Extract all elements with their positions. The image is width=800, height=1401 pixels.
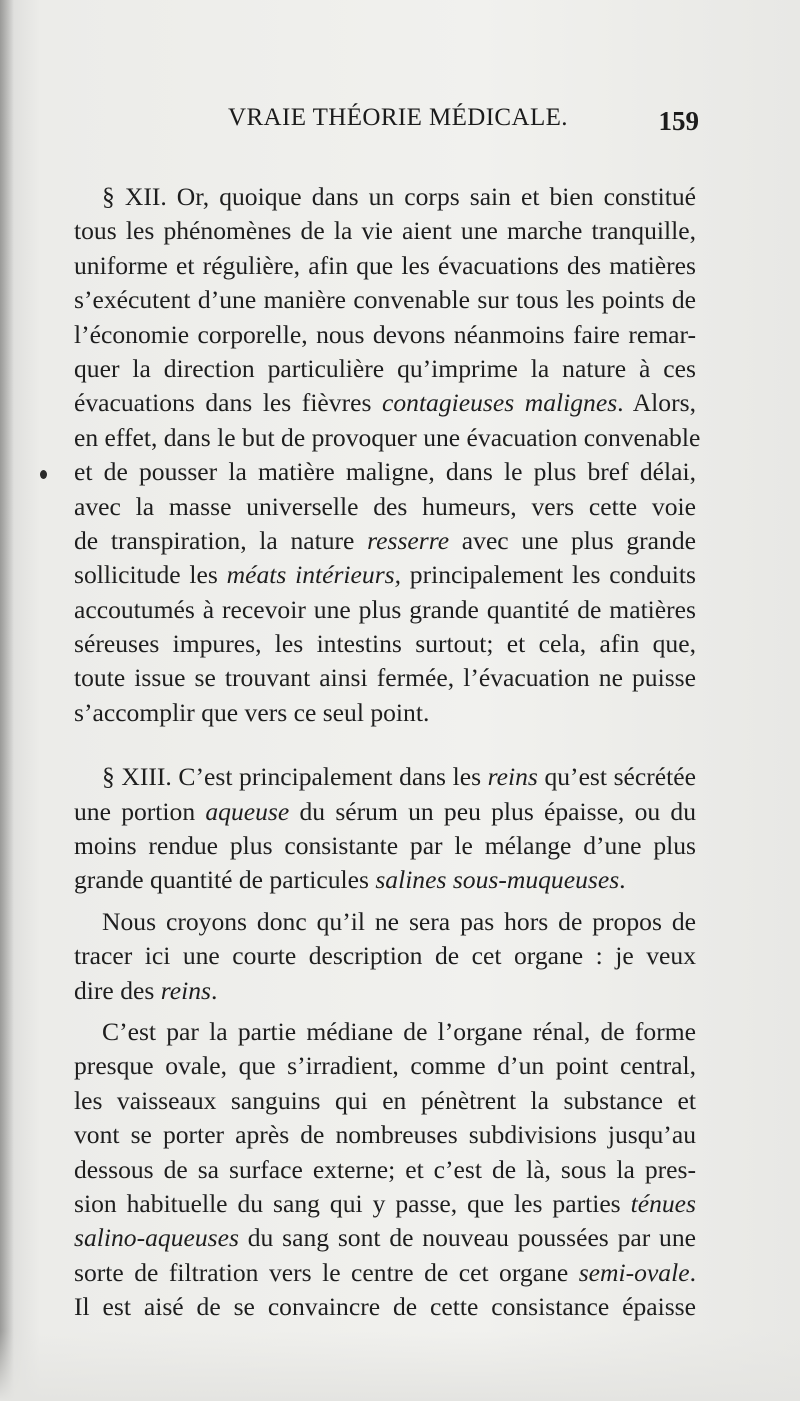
italic-term: semi-ovale: [578, 1257, 690, 1287]
text-line: [74, 386, 696, 420]
text-line: et de pousser la matière maligne, dans le plus bref délai,: [74, 457, 696, 487]
italic-term: reins: [160, 975, 211, 1005]
text-line: [74, 795, 696, 829]
text-run: principalement les conduits: [401, 560, 696, 590]
text-line: [74, 974, 696, 1008]
text-run: dire des: [74, 975, 161, 1005]
paragraph-xiii: [74, 760, 696, 898]
text-line: [74, 1256, 696, 1290]
text-line: [74, 863, 696, 897]
italic-term: ténues: [630, 1188, 696, 1218]
text-line: [74, 760, 696, 794]
text-run: sollicitude les: [74, 560, 227, 590]
text-run: du sang sont de nouveau poussées par une: [238, 1223, 696, 1253]
page-bottom-fade: [0, 1331, 800, 1401]
text-run: grande quantité de particules: [74, 865, 376, 895]
text-line: s’accomplir que vers ce seul point.: [74, 697, 430, 727]
text-line: tracer ici une courte description de cet organe : je veux: [74, 941, 696, 971]
paragraph-gap: [74, 1008, 696, 1015]
page-body: [74, 180, 701, 1325]
text-line: quer la direction particulière qu’imprime la nature à ces: [74, 353, 696, 383]
text-line: [74, 524, 696, 558]
italic-term: salines sous-muqueuses: [375, 865, 620, 895]
text-run: sorte de filtration vers le centre de cet organe: [74, 1257, 579, 1287]
paragraph-gap: [74, 898, 696, 905]
text-run: .: [689, 1257, 696, 1287]
text-run: évacuations dans les fièvres: [74, 388, 382, 418]
text-line: en effet, dans le but de provoquer une évacuation convenable: [74, 422, 701, 452]
text-run: avec une plus grande: [449, 525, 696, 555]
text-run: .: [210, 975, 218, 1005]
italic-term: resserre: [367, 525, 450, 555]
text-line: l’économie corporelle, nous devons néanmoins faire remar-: [74, 319, 696, 349]
page-number: 159: [658, 106, 699, 136]
italic-term: reins: [487, 762, 538, 792]
text-line: avec la masse universelle des humeurs, vers cette voie: [74, 491, 696, 521]
text-line: [74, 558, 696, 592]
text-line: toute issue se trouvant ainsi fermée, l’évacuation ne puisse: [74, 663, 696, 693]
text-run: qu’est sécrétée: [537, 762, 696, 792]
paragraph-description: [74, 905, 696, 1008]
paragraph-gap: [74, 730, 696, 760]
text-line: C’est par la partie médiane de l’organe rénal, de forme: [102, 1016, 696, 1046]
text-line: vont se porter après de nombreuses subdivisions jusqu’au: [74, 1120, 696, 1150]
margin-ink-mark: [40, 470, 47, 479]
text-line: uniforme et régulière, afin que les évacuations des matières: [74, 250, 696, 280]
text-run: une portion: [74, 796, 206, 826]
text-run: sion habituelle du sang qui y passe, que les parties: [74, 1188, 631, 1218]
text-line: Nous croyons donc qu’il ne sera pas hors de propos de: [102, 906, 696, 936]
text-run: .: [619, 865, 626, 895]
page-edge-shadow: [0, 0, 14, 1401]
text-line: § XII. Or, quoique dans un corps sain et bien constitué: [102, 182, 696, 211]
text-line: moins rendue plus consistante par le mélange d’une plus: [74, 831, 696, 861]
running-title: VRAIE THÉORIE MÉDICALE.: [228, 104, 568, 131]
italic-term: méats intérieurs,: [226, 560, 402, 590]
paragraph-xii: [74, 180, 701, 730]
text-line: dessous de sa surface externe; et c’est de là, sous la pres-: [74, 1154, 696, 1184]
italic-term: aqueuse: [205, 796, 290, 826]
italic-term: contagieuses malignes: [381, 388, 618, 418]
text-line: [74, 1187, 696, 1221]
text-line: Il est aisé de se convaincre de cette consistance épaisse: [74, 1292, 696, 1322]
text-run: . Alors,: [617, 388, 696, 418]
text-run: du sérum un peu plus épaisse, ou du: [289, 796, 696, 826]
page-header: [74, 104, 699, 140]
text-line: séreuses impures, les intestins surtout; et cela, afin que,: [74, 629, 696, 659]
text-run: de transpiration, la nature: [74, 525, 368, 555]
text-line: les vaisseaux sanguins qui en pénètrent la substance et: [74, 1085, 696, 1115]
text-line: [74, 1221, 696, 1255]
text-line: accoutumés à recevoir une plus grande quantité de matières: [74, 594, 696, 624]
italic-term: salino-aqueuses: [74, 1223, 239, 1253]
text-line: s’exécutent d’une manière convenable sur tous les points de: [74, 285, 696, 315]
paragraph-renal: [74, 1015, 696, 1325]
text-run: § XIII. C’est principalement dans les: [102, 762, 488, 792]
text-line: presque ovale, que s’irradient, comme d’un point central,: [74, 1051, 696, 1081]
text-line: tous les phénomènes de la vie aient une marche tranquille,: [74, 216, 696, 246]
